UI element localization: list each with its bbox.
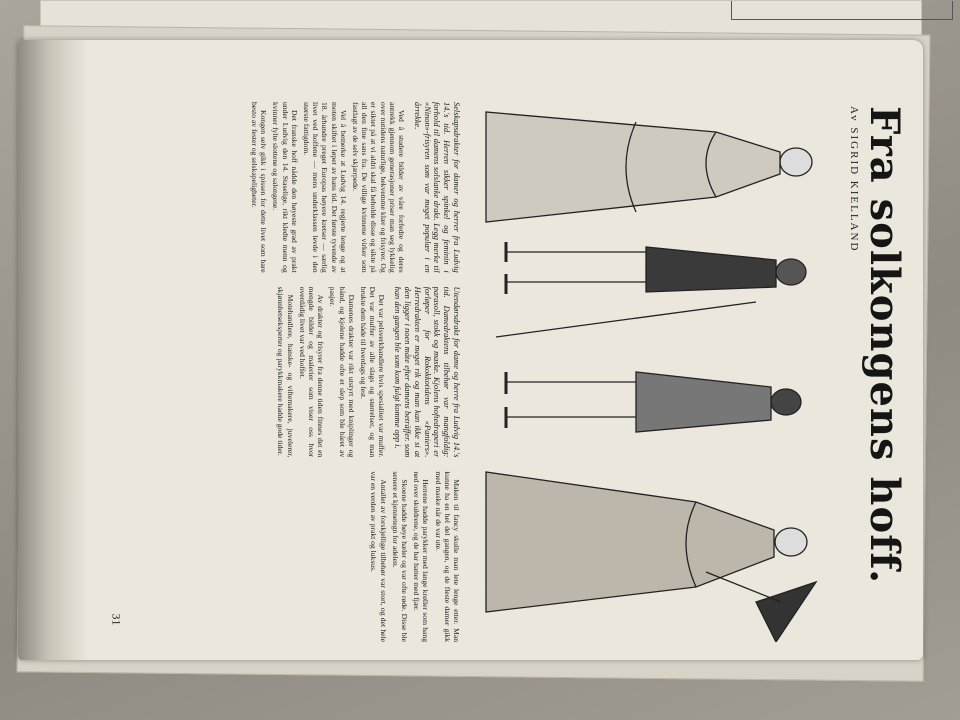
paragraph: Herrene hadde parykker med lange krøller som hang ned over skuldrene, og de bar hatter med fjær.	[412, 471, 431, 643]
previous-page-box	[731, 1, 953, 20]
caption-left: Selskapsdrakter for damer og herrer fra Ludvig 14.'s tid. Herren sikker spinkel og feminin i forhold til damens solslanke drakt. Legg merke til «Ninon»-frisyren som var meget populær i en årrekke.	[412, 102, 461, 273]
rotated-article	[96, 92, 916, 652]
paragraph: Ved å studere bilder av våre forfedre og deres antrekk gjennom generasjoner priser man seg lykkelig over nutidens naturlige, bekvemme klær og frisyrer. Og er siktet på at vi aldri skal få beholde disse og sikte på all den fine sans fra. De villige kvinnene virker som fastlagt av de selv skjærpede.	[351, 102, 407, 273]
paragraph: Kongen selv gikk i spissen for dette livet som bare besto av fester og selskapeligheter.	[249, 102, 269, 273]
paragraph: Damenes drakter var rikt utstyrt med kniplinger og bånd, og kjolene hadde ofte et slep som ble båret av pasjer.	[328, 286, 356, 458]
paragraph: Motehandlere, hanske- og viftemakere, juvelerer, skjønnhetseksperter og parykkmakere hadde gode tider.	[276, 286, 295, 458]
paragraph: Maken til fancy skulle man lete lenge etter. Man kunne ha en hel del gangen, og de fleste damer gikk med maske når de var ute.	[433, 471, 461, 643]
paragraph: Vel å bemerke at Ludvig 14. regjerte lenge og at moten skiftet i løpet av hans tid. Det første tyvende av 18. århundre preget Europas høyere kretser — særlig livet ved hoffene — mens underklassen levde i den største fattigdom.	[301, 102, 348, 273]
fashion-illustration	[466, 102, 836, 642]
page-gutter-shadow	[18, 40, 88, 660]
article-columns	[111, 102, 461, 642]
magazine-page	[18, 40, 923, 660]
page-number: 31	[109, 613, 124, 626]
caption-right: Utendørsdrakt for dame og herre fra Ludvig 14.'s tid. Damedraktens tilbehør var mangfoldig: parasoll, stokk og maske. Kjolens hoftedraperi er forløper for Rokokkotidens «Paniers». Herredrakten er meget rik og man kan ikke si at den ligger i noen måte efter damens beträffer. som han den gangen ble som kom fulgt komme opp i.	[393, 286, 461, 458]
article-column-1	[111, 102, 461, 273]
article-byline: Av SIGRID KIELLAND	[848, 106, 860, 253]
paragraph: Det var pelsverkhandlere hvis spesialitet var muffer. Det var muffer av alle slags og størrelser, og man brukte dem både til hverdags og fest.	[359, 286, 387, 458]
article-column-3	[111, 471, 461, 642]
paragraph: Skoene hadde høye hæler og var ofte røde. Disse ble senere et kjennetegn for adelen.	[390, 471, 409, 643]
paragraph: Av drakter og frisyrer fra denne tiden finnes det en mengde bilder og malerier som viser oss hvor overdådig livet var ved hoffet.	[297, 286, 326, 458]
paragraph: Antallet av forskjellige tilbehør var stort, og det hele var en verden av prakt og luksus.	[369, 471, 388, 643]
paragraph: Det franske hoff nådde den høyeste grad av prakt under Ludvig den 14. Staselige, rikt kledte menn og kvinner fylte slottene og salongene.	[271, 102, 299, 273]
article-title: Fra solkongens hoff.	[861, 106, 908, 585]
article-column-2	[111, 287, 461, 458]
